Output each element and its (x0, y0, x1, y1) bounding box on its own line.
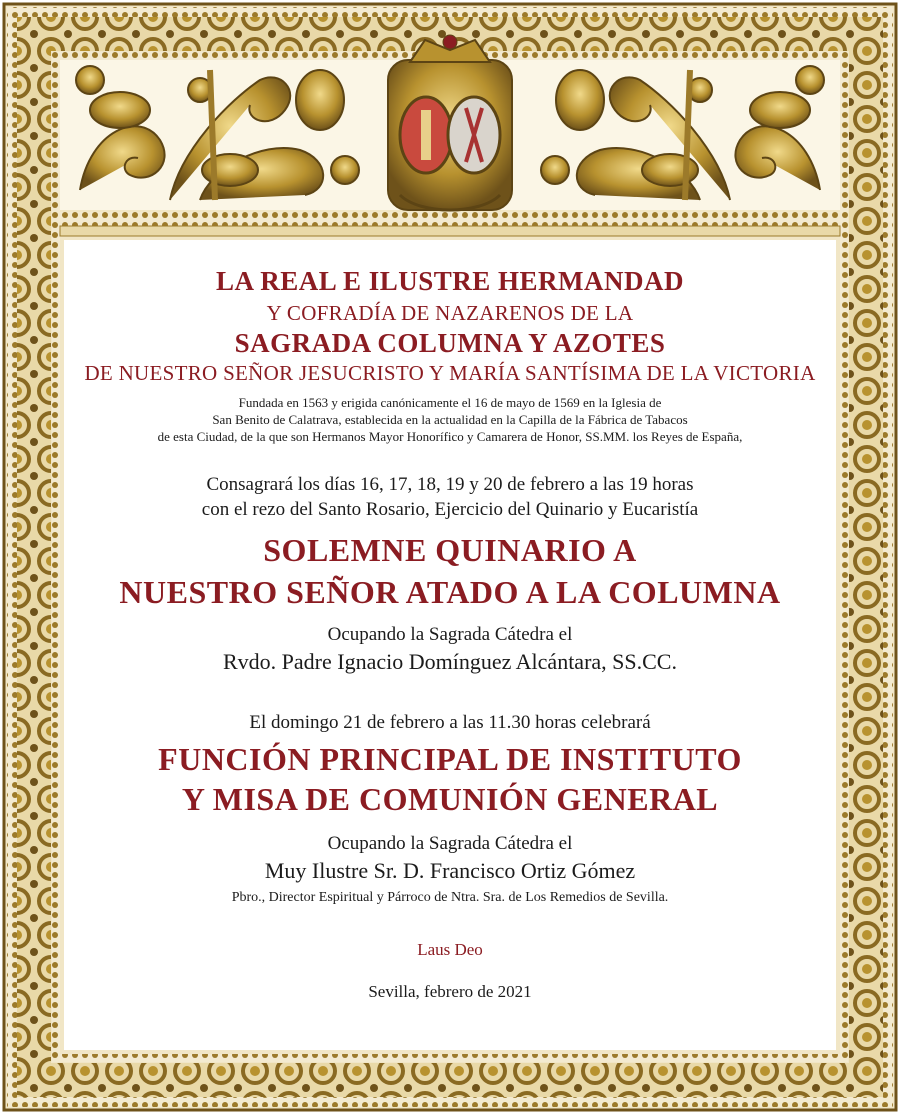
quinario-intro-line2: con el rezo del Santo Rosario, Ejercicio del Quinario y Eucaristía (201, 499, 699, 520)
funcion-title-line2: Y MISA DE COMUNIÓN GENERAL (181, 781, 719, 817)
quinario-preacher-intro: Ocupando la Sagrada Cátedra el (327, 624, 573, 645)
funcion-preacher-name: Muy Ilustre Sr. D. Francisco Ortiz Gómez (264, 858, 636, 883)
funcion-section (64, 710, 836, 906)
history-line1: Fundada en 1563 y erigida canónicamente el 16 de mayo de 1569 en la Iglesia de (238, 395, 662, 410)
funcion-title-line1: FUNCIÓN PRINCIPAL DE INSTITUTO (158, 741, 742, 777)
quinario-title-line2: NUESTRO SEÑOR ATADO A LA COLUMNA (119, 574, 781, 610)
place-date: Sevilla, febrero de 2021 (368, 982, 532, 1001)
quinario-intro-line1: Consagrará los días 16, 17, 18, 19 y 20 de febrero a las 19 horas (206, 474, 694, 495)
brotherhood-title-line1: LA REAL E ILUSTRE HERMANDAD (215, 266, 685, 296)
brotherhood-title-line4: DE NUESTRO SEÑOR JESUCRISTO Y MARÍA SANTÍSIMA DE LA VICTORIA (84, 361, 816, 385)
brotherhood-header (64, 266, 836, 386)
quinario-title-line1: SOLEMNE QUINARIO A (263, 532, 637, 568)
history-line2: San Benito de Calatrava, establecida en la actualidad en la Capilla de la Fábrica de Tabacos (212, 412, 688, 427)
laus-deo: Laus Deo (417, 940, 483, 959)
closing-section (64, 940, 836, 1002)
quinario-preacher-name: Rvdo. Padre Ignacio Domínguez Alcántara, SS.CC. (223, 649, 677, 674)
history-line3: de esta Ciudad, de la que son Hermanos Mayor Honorífico y Camarera de Honor, SS.MM. los Reyes de España, (157, 429, 743, 444)
funcion-preacher-intro: Ocupando la Sagrada Cátedra el (327, 833, 573, 854)
coat-of-arms-emblem (388, 35, 512, 210)
funcion-intro: El domingo 21 de febrero a las 11.30 horas celebrará (249, 712, 651, 733)
quinario-section (64, 472, 836, 675)
history-note (64, 394, 836, 445)
brotherhood-title-line2: Y COFRADÍA DE NAZARENOS DE LA (266, 301, 634, 325)
brotherhood-title-line3: SAGRADA COLUMNA Y AZOTES (234, 328, 666, 358)
announcement-content (64, 246, 836, 1050)
funcion-preacher-role: Pbro., Director Espiritual y Párroco de Ntra. Sra. de Los Remedios de Sevilla. (231, 890, 669, 905)
